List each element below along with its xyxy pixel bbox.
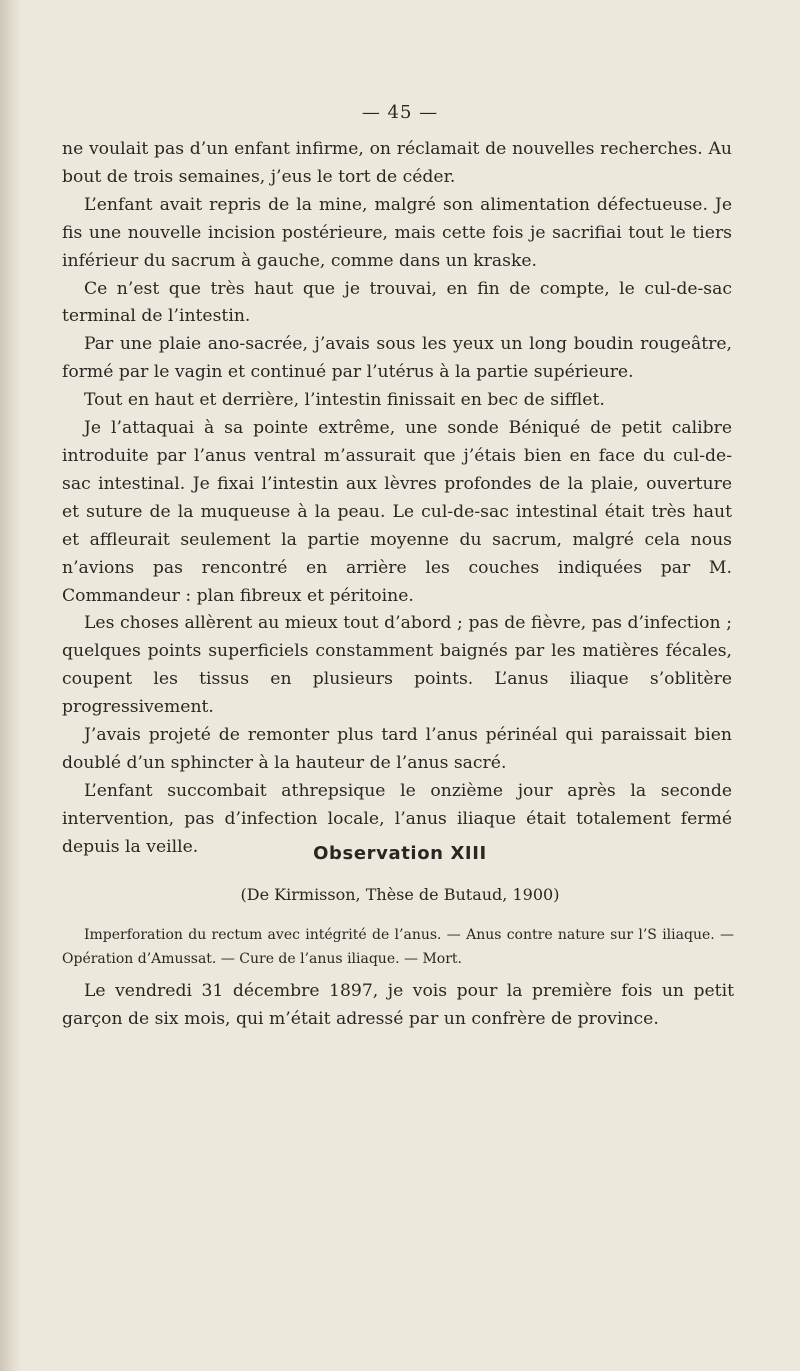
- paragraph: Je l’attaquai à sa pointe extrême, une sonde Béniqué de petit calibre introduite par l’anus ventral m’assurait que j’étais bien en face du cul-de-sac intestinal. Je fixai l’intestin aux lèvres profondes de la plaie, ouverture et suture de la muqueuse à la peau. Le cul-de-sac intestinal était très haut et affleurait seulement la partie moyenne du sacrum, malgré cela nous n’avions pas rencontré en arrière les couches indiquées par M. Commandeur : plan fibreux et péritoine.: [62, 418, 732, 606]
- paragraph: ne voulait pas d’un enfant infirme, on réclamait de nouvelles recherches. Au bout de trois semaines, j’eus le tort de céder.: [62, 139, 732, 187]
- page-number: — 45 —: [361, 102, 439, 123]
- paragraph: Tout en haut et derrière, l’intestin finissait en bec de sifflet.: [84, 390, 605, 411]
- body-text: [62, 136, 732, 862]
- observation-title: Observation XIII: [313, 843, 487, 864]
- page-edge-shadow: [0, 0, 22, 1371]
- paragraph: Les choses allèrent au mieux tout d’abord ; pas de fièvre, pas d’infection ; quelques points superficiels constamment baignés par les matières fécales, coupent les tissus en plusieurs points. L’anus iliaque s’oblitère progressivement.: [62, 613, 732, 718]
- paragraph: Ce n’est que très haut que je trouvai, en fin de compte, le cul-de-sac terminal de l’intestin.: [62, 278, 732, 327]
- paragraph: Par une plaie ano-sacrée, j’avais sous les yeux un long boudin rougeâtre, formé par le vagin et continué par l’utérus à la partie supérieure.: [62, 334, 732, 383]
- paragraph: L’enfant avait repris de la mine, malgré son alimentation défectueuse. Je fis une nouvelle incision postérieure, mais cette fois je sacrifiai tout le tiers inférieur du sacrum à gauche, comme dans un kraske.: [62, 194, 732, 271]
- paragraph: L’enfant succombait athrepsique le onzième jour après la seconde intervention, pas d’infection locale, l’anus iliaque était totalement fermé depuis la veille.: [62, 780, 732, 857]
- observation-source: (De Kirmisson, Thèse de Butaud, 1900): [240, 885, 560, 904]
- observation-summary: Imperforation du rectum avec intégrité de l’anus. — Anus contre nature sur l’S iliaque. — Opération d’Amussat. — Cure de l’anus iliaque. — Mort.: [62, 927, 734, 967]
- paragraph: J’avais projeté de remonter plus tard l’anus périnéal qui paraissait bien doublé d’un sphincter à la hauteur de l’anus sacré.: [62, 725, 732, 773]
- observation-text: Le vendredi 31 décembre 1897, je vois pour la première fois un petit garçon de six mois, qui m’était adressé par un confrère de province.: [62, 981, 734, 1029]
